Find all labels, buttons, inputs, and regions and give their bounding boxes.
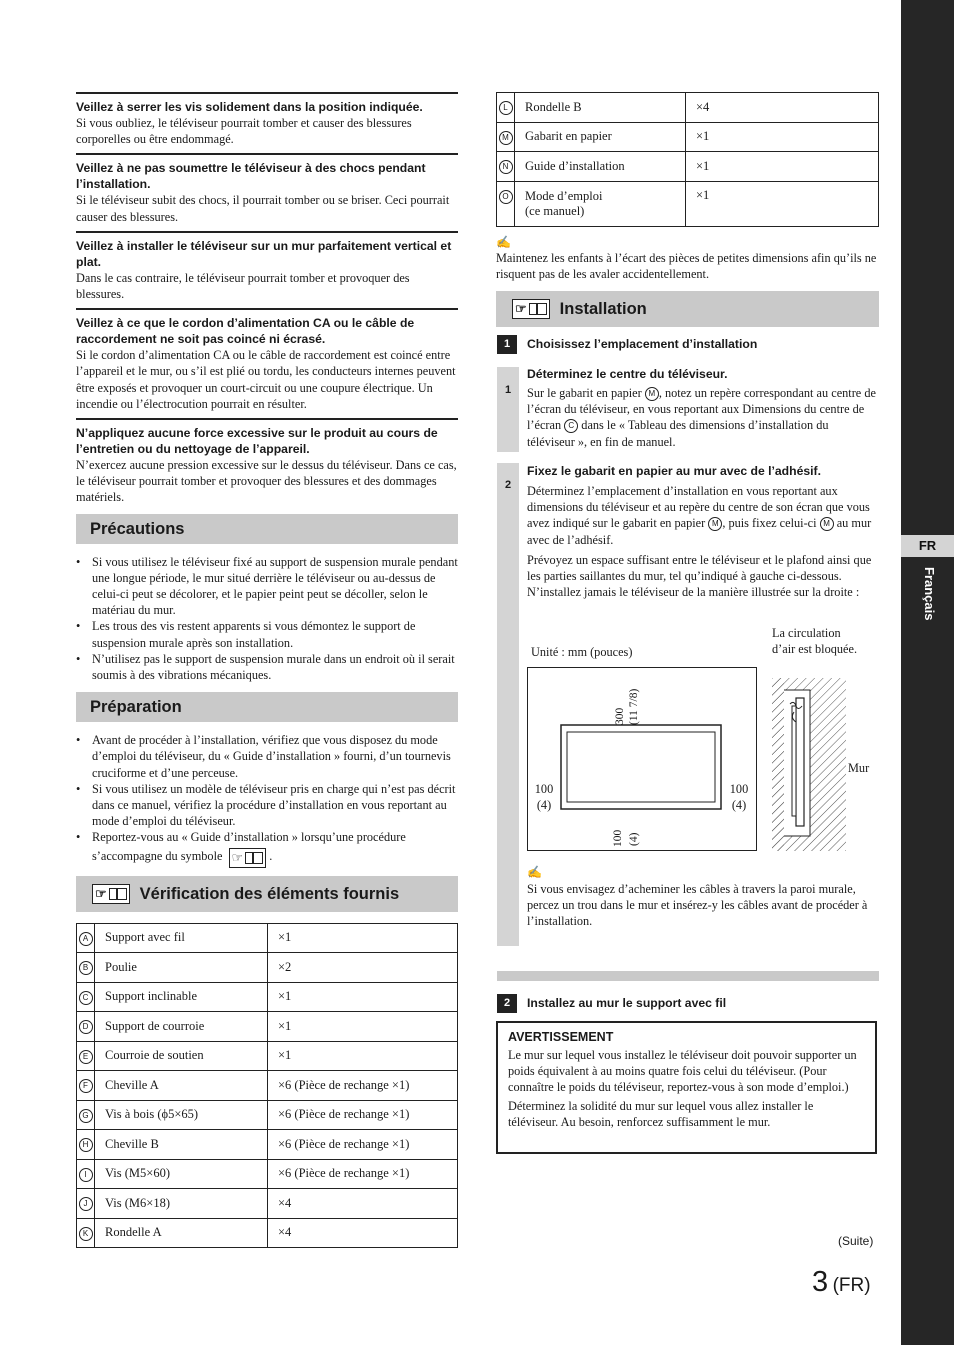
part-quantity: ×4 bbox=[268, 1189, 458, 1219]
step1-number: 1 bbox=[497, 335, 517, 354]
part-quantity: ×2 bbox=[268, 953, 458, 983]
substep1-number: 1 bbox=[504, 384, 512, 396]
page-number bbox=[812, 1266, 871, 1299]
part-name: Vis (M5×60) bbox=[95, 1159, 268, 1189]
step1-title: Choisissez l’emplacement d’installation bbox=[527, 337, 758, 351]
safety-warnings bbox=[76, 92, 458, 512]
table-row bbox=[77, 1100, 458, 1130]
part-letter-cell bbox=[77, 1071, 95, 1101]
part-letter: K bbox=[79, 1227, 93, 1241]
parts-table-continued bbox=[496, 92, 879, 227]
part-quantity: ×1 bbox=[268, 1012, 458, 1042]
warning-heading: Veillez à ce que le cordon d’alimentation CA ou le câble de raccordement ne soit pas coincé ni écrasé. bbox=[76, 316, 415, 347]
part-letter: D bbox=[79, 1020, 93, 1034]
part-name: Rondelle A bbox=[95, 1218, 268, 1248]
part-letter-cell bbox=[77, 1041, 95, 1071]
part-letter: L bbox=[499, 101, 513, 115]
part-quantity: ×4 bbox=[268, 1218, 458, 1248]
warning-block bbox=[76, 92, 458, 153]
part-letter: E bbox=[79, 1050, 93, 1064]
tv-side-view bbox=[796, 698, 804, 826]
part-letter-cell bbox=[77, 1100, 95, 1130]
part-name: Courroie de soutien bbox=[95, 1041, 268, 1071]
substep1-text-b: , notez un repère correspondant au centre de l’écran du téléviseur, en vous reportant aux Dimensions du centre de l’écran bbox=[527, 386, 876, 433]
precaution-item: • Si vous utilisez le téléviseur fixé au support de suspension murale pendant une longue période, le mur situé derrière le téléviseur ou au-dessus de celui-ci peut se décolorer, et le papier peint peut se décoller, selon le matériau du mur. bbox=[76, 554, 458, 619]
table-row bbox=[77, 923, 458, 953]
warning-heading: Veillez à serrer les vis solidement dans la position indiquée. bbox=[76, 100, 423, 114]
part-quantity: ×6 (Pièce de rechange ×1) bbox=[268, 1071, 458, 1101]
part-quantity: ×1 bbox=[268, 923, 458, 953]
warning-body: Si le cordon d’alimentation CA ou le câble de raccordement est coincé entre l’appareil et le mur, ou s’il est plié ou tordu, les conducteurs internes peuvent être exposés et provoquer un court-circuit ou une coupure électrique. Un incendie ou l’électrocution pourrait en résulter. bbox=[76, 348, 456, 411]
part-name bbox=[515, 181, 686, 226]
part-letter: B bbox=[79, 961, 93, 975]
bottom-clearance-in: (4) bbox=[628, 832, 640, 846]
preparation-symbol-end: . bbox=[269, 848, 273, 863]
part-name: Poulie bbox=[95, 953, 268, 983]
language-tab: FR bbox=[901, 535, 954, 557]
warning-title: AVERTISSEMENT bbox=[508, 1030, 614, 1044]
warning-block bbox=[76, 308, 458, 418]
part-letter-cell bbox=[77, 923, 95, 953]
step2-title: Installez au mur le support avec fil bbox=[527, 996, 727, 1010]
part-quantity: ×1 bbox=[268, 1041, 458, 1071]
table-row bbox=[497, 93, 879, 123]
precautions-heading: Précautions bbox=[76, 514, 458, 544]
right-clearance-in: (4) bbox=[731, 798, 747, 812]
warning-block bbox=[76, 418, 458, 512]
table-row bbox=[77, 1218, 458, 1248]
warning-body: Si vous oubliez, le téléviseur pourrait tomber et causer des blessures corporelles ou être endommagé. bbox=[76, 116, 412, 147]
substep1-text-c: dans le « Tableau des dimensions d’installation du téléviseur », en fin de manuel. bbox=[527, 418, 829, 449]
wall-label: Mur bbox=[848, 761, 870, 775]
note-icon: ✍ bbox=[527, 865, 542, 879]
part-letter-cell bbox=[497, 181, 515, 226]
warning-box bbox=[496, 1021, 877, 1154]
warning-body: N’exercez aucune pression excessive sur le dessus du téléviseur. Dans ce cas, le téléviseur pourrait tomber et provoquer des blessures et des dommages matériels. bbox=[76, 458, 457, 505]
part-letter-cell bbox=[77, 1189, 95, 1219]
substep2-body bbox=[527, 483, 879, 548]
substep1-body bbox=[527, 385, 879, 450]
installation-heading bbox=[496, 291, 879, 327]
part-letter-cell bbox=[77, 1012, 95, 1042]
right-column bbox=[496, 92, 879, 327]
preparation-heading: Préparation bbox=[76, 692, 458, 722]
precautions-list bbox=[76, 554, 458, 684]
table-row bbox=[77, 1159, 458, 1189]
blocked-airflow-illustration bbox=[772, 678, 848, 851]
parts-table bbox=[76, 923, 458, 1249]
part-letter: O bbox=[499, 190, 513, 204]
warning-heading: Veillez à installer le téléviseur sur un mur parfaitement vertical et plat. bbox=[76, 238, 452, 269]
cable-routing-note: Si vous envisagez d’acheminer les câbles à travers la paroi murale, percez un trou dans le mur et insérez-y les câbles avant de procéder à l’installation. bbox=[527, 882, 868, 929]
precaution-item: • N’utilisez pas le support de suspension murale dans un endroit où il serait soumis à des vibrations mécaniques. bbox=[76, 651, 458, 683]
warning-block bbox=[76, 231, 458, 308]
part-name-line: (ce manuel) bbox=[525, 203, 585, 218]
part-name: Gabarit en papier bbox=[515, 122, 686, 152]
left-clearance-in: (4) bbox=[536, 798, 552, 812]
part-letter-cell bbox=[497, 122, 515, 152]
warning-heading: N’appliquez aucune force excessive sur le produit au cours de l’entretien ou du nettoyage de l’appareil. bbox=[76, 426, 438, 457]
small-parts-note: Maintenez les enfants à l’écart des pièces de petites dimensions afin qu’ils ne risquent pas de les avaler accidentellement. bbox=[496, 250, 877, 281]
part-letter-cell bbox=[77, 1159, 95, 1189]
table-row bbox=[497, 181, 879, 226]
precaution-item: • Les trous des vis restent apparents si vous démontez le support de suspension murale après son installation. bbox=[76, 618, 458, 650]
preparation-item: • Avant de procéder à l’installation, vérifiez que vous disposez du mode d’emploi du téléviseur, du « Guide d’installation » fourni, d’un tournevis cruciforme et d’une perceuse. bbox=[76, 732, 458, 781]
warning-block bbox=[76, 153, 458, 230]
preparation-symbol-text: Reportez-vous au « Guide d’installation » lorsqu’une procédure s’accompagne du symbole bbox=[92, 830, 406, 863]
part-name: Cheville B bbox=[95, 1130, 268, 1160]
warning-heading: Veillez à ne pas soumettre le téléviseur à des chocs pendant l’installation. bbox=[76, 161, 426, 192]
page-number-value: 3 bbox=[812, 1266, 829, 1298]
clearance-diagram bbox=[527, 667, 757, 851]
table-row bbox=[497, 122, 879, 152]
table-row bbox=[77, 1041, 458, 1071]
installation-title: Installation bbox=[559, 299, 647, 318]
continued-label: (Suite) bbox=[838, 1234, 874, 1248]
guide-reference-icon: ☞ bbox=[92, 884, 130, 904]
substep2-text bbox=[527, 463, 879, 600]
warning-text-1: Le mur sur lequel vous installez le téléviseur doit pouvoir supporter un poids équivalent à au moins quatre fois celui du téléviseur. (Pour connaître le poids du téléviseur, reportez-vous à son mode d’emploi.) bbox=[508, 1048, 857, 1095]
substep2-bar bbox=[497, 463, 519, 946]
blocked-line-2: d’air est bloquée. bbox=[772, 642, 858, 656]
top-clearance-in: (11 7/8) bbox=[628, 688, 640, 725]
right-clearance-mm: 100 bbox=[729, 782, 749, 796]
part-name: Guide d’installation bbox=[515, 152, 686, 182]
table-row bbox=[77, 1189, 458, 1219]
verification-title: Vérification des éléments fournis bbox=[139, 884, 400, 903]
part-quantity: ×6 (Pièce de rechange ×1) bbox=[268, 1130, 458, 1160]
diagram-unit-label: Unité : mm (pouces) bbox=[531, 645, 633, 659]
section-divider bbox=[497, 971, 879, 981]
left-clearance bbox=[534, 781, 554, 813]
table-row bbox=[77, 1130, 458, 1160]
substep2-heading: Fixez le gabarit en papier au mur avec de l’adhésif. bbox=[527, 464, 821, 478]
part-letter: J bbox=[79, 1197, 93, 1211]
page-number-suffix: (FR) bbox=[832, 1275, 871, 1296]
substep1-text bbox=[527, 366, 879, 450]
substep2-text-b: , puis fixez celui-ci bbox=[722, 516, 817, 531]
part-letter: M bbox=[499, 131, 513, 145]
part-name: Vis à bois (ϕ5×65) bbox=[95, 1100, 268, 1130]
bottom-clearance-mm: 100 bbox=[612, 829, 624, 847]
part-quantity: ×1 bbox=[686, 152, 879, 182]
part-name-line: Mode d’emploi bbox=[525, 188, 603, 203]
letter-c-marker: C bbox=[564, 419, 578, 433]
blocked-airflow-label bbox=[772, 625, 857, 657]
letter-m-marker: M bbox=[645, 387, 659, 401]
part-letter: I bbox=[79, 1168, 93, 1182]
part-letter-cell bbox=[497, 152, 515, 182]
part-name: Support de courroie bbox=[95, 1012, 268, 1042]
part-name: Support avec fil bbox=[95, 923, 268, 953]
warning-body: Dans le cas contraire, le téléviseur pourrait tomber et provoquer des blessures. bbox=[76, 270, 410, 302]
table-row bbox=[497, 152, 879, 182]
guide-reference-icon: ☞ bbox=[229, 848, 267, 868]
tv-screen bbox=[567, 732, 715, 802]
part-name: Vis (M6×18) bbox=[95, 1189, 268, 1219]
part-letter-cell bbox=[77, 982, 95, 1012]
warning-text-2: Déterminez la solidité du mur sur lequel vous allez installer le téléviseur. Au besoin, renforcez suffisamment le mur. bbox=[508, 1098, 814, 1129]
part-letter-cell bbox=[77, 953, 95, 983]
language-label: Français bbox=[922, 567, 937, 621]
part-quantity: ×4 bbox=[686, 93, 879, 123]
blocked-line-1: La circulation bbox=[772, 626, 841, 640]
guide-reference-icon: ☞ bbox=[512, 299, 550, 319]
top-clearance-mm: 300 bbox=[614, 707, 626, 725]
part-name: Rondelle B bbox=[515, 93, 686, 123]
left-column bbox=[76, 92, 458, 1248]
preparation-list bbox=[76, 732, 458, 867]
part-quantity: ×1 bbox=[686, 181, 879, 226]
table-row bbox=[77, 1012, 458, 1042]
letter-m-marker: M bbox=[708, 517, 722, 531]
table-row bbox=[77, 1071, 458, 1101]
substep2-text-a: Déterminez l’emplacement d’installation en vous reportant aux dimensions du téléviseur et au repère du centre de son écran que vous avez indiqué sur le gabarit en papier bbox=[527, 484, 870, 531]
substep2-clearance-text: Prévoyez un espace suffisant entre le téléviseur et le plafond ainsi que les parties saillantes du mur, tel qu’indiqué à gauche ci-dessous. N’installez jamais le téléviseur de la manière illustrée sur la droite : bbox=[527, 552, 872, 600]
substep2-number: 2 bbox=[504, 479, 512, 491]
part-letter: A bbox=[79, 932, 93, 946]
part-letter-cell bbox=[497, 93, 515, 123]
right-clearance bbox=[729, 781, 749, 813]
table-row bbox=[77, 982, 458, 1012]
part-letter: N bbox=[499, 160, 513, 174]
part-quantity: ×6 (Pièce de rechange ×1) bbox=[268, 1159, 458, 1189]
part-letter: F bbox=[79, 1079, 93, 1093]
part-letter: C bbox=[79, 991, 93, 1005]
substep2-text-c: au mur avec de l’adhésif. bbox=[527, 516, 872, 547]
preparation-item-symbol bbox=[76, 829, 458, 867]
part-quantity: ×1 bbox=[268, 982, 458, 1012]
verification-heading bbox=[76, 876, 458, 912]
substep1-bar bbox=[497, 367, 519, 452]
step2-number: 2 bbox=[497, 994, 517, 1013]
part-letter-cell bbox=[77, 1130, 95, 1160]
part-quantity: ×1 bbox=[686, 122, 879, 152]
table-row bbox=[77, 953, 458, 983]
preparation-item: • Si vous utilisez un modèle de téléviseur pris en charge qui n’est pas décrit dans ce manuel, vérifiez la procédure d’installation en vous reportant au mode d’emploi du téléviseur. bbox=[76, 781, 458, 830]
part-quantity: ×6 (Pièce de rechange ×1) bbox=[268, 1100, 458, 1130]
letter-m-marker: M bbox=[820, 517, 834, 531]
part-letter: H bbox=[79, 1138, 93, 1152]
part-letter: G bbox=[79, 1109, 93, 1123]
part-name: Support inclinable bbox=[95, 982, 268, 1012]
left-clearance-mm: 100 bbox=[534, 782, 554, 796]
part-name: Cheville A bbox=[95, 1071, 268, 1101]
part-letter-cell bbox=[77, 1218, 95, 1248]
substep1-heading: Déterminez le centre du téléviseur. bbox=[527, 367, 728, 381]
note-icon: ✍ bbox=[496, 234, 511, 249]
substep1-text-a: Sur le gabarit en papier bbox=[527, 386, 642, 400]
warning-body: Si le téléviseur subit des chocs, il pourrait tomber ou se briser. Ceci pourrait causer des blessures. bbox=[76, 193, 450, 224]
